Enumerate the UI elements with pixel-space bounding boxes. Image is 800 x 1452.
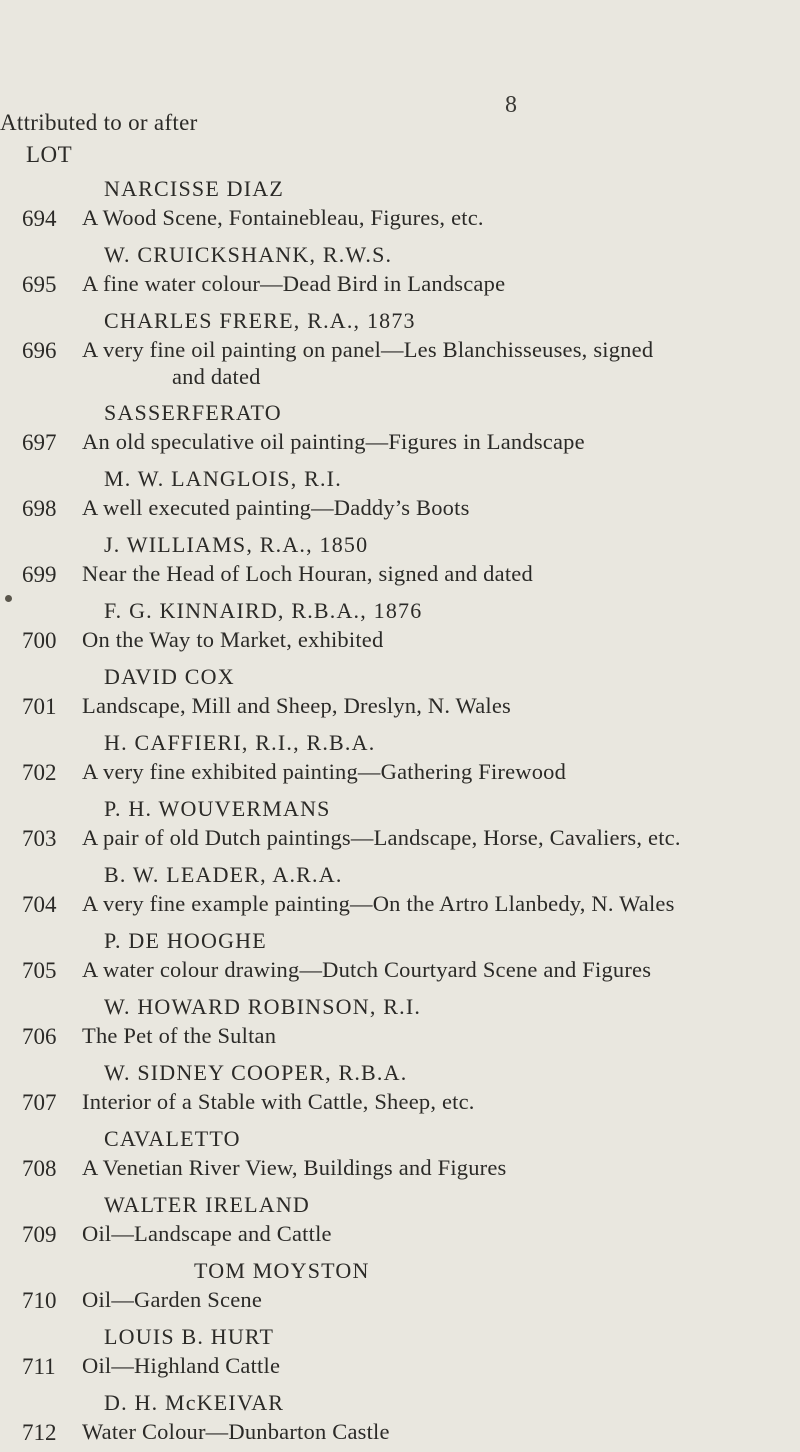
lot-description — [82, 758, 787, 785]
lot-number: 696 — [22, 338, 57, 363]
lot-number: 694 — [22, 206, 57, 231]
lot-description-text: A very fine example painting—On the Artro Llanbedy, N. Wales — [82, 891, 675, 916]
lot-number: 698 — [22, 496, 57, 521]
lot-description-text: A fine water colour—Dead Bird in Landscape — [82, 271, 506, 296]
lot-row — [0, 560, 800, 594]
lot-description-text: A Venetian River View, Buildings and Figures — [82, 1155, 507, 1180]
lot-description-text: A water colour drawing—Dutch Courtyard Scene and Figures — [82, 957, 652, 982]
artist-name: J. WILLIAMS, R.A., 1850 — [104, 532, 369, 557]
lot-row — [0, 1154, 800, 1188]
lot-number: 701 — [22, 694, 57, 719]
lot-row — [0, 1220, 800, 1254]
lot-number: 707 — [22, 1090, 57, 1115]
lot-number: 710 — [22, 1288, 57, 1313]
lot-entry — [0, 1254, 800, 1320]
artist-name: WALTER IRELAND — [104, 1192, 311, 1217]
lot-description-text: The Pet of the Sultan — [82, 1023, 277, 1048]
lot-row — [0, 1286, 800, 1320]
artist-name: SASSERFERATO — [104, 400, 282, 425]
page-number: 8 — [505, 92, 517, 118]
lot-entry — [0, 462, 800, 528]
lot-entry — [0, 858, 800, 924]
lot-number: 712 — [22, 1420, 57, 1445]
lot-entry — [0, 1320, 800, 1386]
lot-entry — [0, 1056, 800, 1122]
lot-description — [82, 270, 787, 297]
artist-name: P. H. WOUVERMANS — [104, 796, 331, 821]
lot-row — [0, 1022, 800, 1056]
lot-row — [0, 1352, 800, 1386]
lot-description — [82, 560, 787, 587]
lot-row — [0, 1418, 800, 1452]
lot-description — [82, 1418, 787, 1445]
lot-description — [82, 824, 787, 851]
lot-description-text: Interior of a Stable with Cattle, Sheep, etc. — [82, 1089, 475, 1114]
lot-description-text: A Wood Scene, Fontainebleau, Figures, etc. — [82, 205, 484, 230]
lot-row — [0, 758, 800, 792]
lot-description — [82, 204, 787, 231]
lot-number: 711 — [22, 1354, 56, 1379]
artist-name: W. CRUICKSHANK, R.W.S. — [104, 242, 393, 267]
artist-name: CHARLES FRERE, R.A., 1873 — [104, 308, 416, 333]
lot-number: 703 — [22, 826, 57, 851]
lot-description-text: On the Way to Market, exhibited — [82, 627, 384, 652]
lot-entry — [0, 1122, 800, 1188]
lot-row — [0, 890, 800, 924]
lot-description-continuation: and dated — [172, 364, 261, 389]
lot-description — [82, 692, 787, 719]
lot-row — [0, 428, 800, 462]
artist-name: CAVALETTO — [104, 1126, 241, 1151]
lot-row — [0, 626, 800, 660]
lot-entry — [0, 396, 800, 462]
lot-description — [82, 428, 787, 455]
lot-description-text: Oil—Landscape and Cattle — [82, 1221, 332, 1246]
lot-entry — [0, 924, 800, 990]
lot-entry — [0, 1386, 800, 1452]
lot-description-text: Landscape, Mill and Sheep, Dreslyn, N. Wales — [82, 693, 511, 718]
lot-entry — [0, 594, 800, 660]
lot-number: 704 — [22, 892, 57, 917]
lot-description-text: Oil—Highland Cattle — [82, 1353, 281, 1378]
lot-number: 702 — [22, 760, 57, 785]
lot-entry — [0, 660, 800, 726]
lot-entry — [0, 528, 800, 594]
lot-description-text: A very fine oil painting on panel—Les Blanchisseuses, signed — [82, 337, 654, 362]
lot-row — [0, 824, 800, 858]
lot-description — [82, 890, 787, 917]
lot-description — [82, 336, 787, 390]
artist-name: LOUIS B. HURT — [104, 1324, 275, 1349]
lot-number: 708 — [22, 1156, 57, 1181]
section-header: Attributed to or after — [0, 110, 198, 135]
artist-name: B. W. LEADER, A.R.A. — [104, 862, 343, 887]
lot-number: 700 — [22, 628, 57, 653]
lot-description — [82, 956, 787, 983]
lot-entry — [0, 990, 800, 1056]
lot-row — [0, 336, 800, 396]
lot-description-text: A very fine exhibited painting—Gathering Firewood — [82, 759, 567, 784]
lot-description-text: A pair of old Dutch paintings—Landscape, Horse, Cavaliers, etc. — [82, 825, 681, 850]
lot-row — [0, 270, 800, 304]
artist-name: F. G. KINNAIRD, R.B.A., 1876 — [104, 598, 423, 623]
lot-description — [82, 1220, 787, 1247]
artist-name: H. CAFFIERI, R.I., R.B.A. — [104, 730, 376, 755]
lot-description-text: Oil—Garden Scene — [82, 1287, 263, 1312]
lot-number: 699 — [22, 562, 57, 587]
artist-name: P. DE HOOGHE — [104, 928, 267, 953]
lot-description — [82, 1022, 787, 1049]
lot-description — [82, 1286, 787, 1313]
lot-entry — [0, 1188, 800, 1254]
lot-row — [0, 956, 800, 990]
lot-description-text: Water Colour—Dunbarton Castle — [82, 1419, 390, 1444]
lot-description — [82, 494, 787, 521]
lot-row — [0, 692, 800, 726]
lot-row — [0, 1088, 800, 1122]
artist-name: W. HOWARD ROBINSON, R.I. — [104, 994, 422, 1019]
lot-description-text: Near the Head of Loch Houran, signed and dated — [82, 561, 533, 586]
lot-row — [0, 494, 800, 528]
lot-number: 697 — [22, 430, 57, 455]
artist-name: M. W. LANGLOIS, R.I. — [104, 466, 342, 491]
lot-row — [0, 204, 800, 238]
artist-name: NARCISSE DIAZ — [104, 176, 284, 201]
lot-entry — [0, 304, 800, 396]
lot-description — [82, 1154, 787, 1181]
lot-entry — [0, 172, 800, 238]
lot-description-text: A well executed painting—Daddy’s Boots — [82, 495, 470, 520]
lot-column-label: LOT — [26, 142, 73, 167]
artist-name: D. H. McKEIVAR — [104, 1390, 285, 1415]
artist-name: TOM MOYSTON — [194, 1258, 370, 1283]
lot-number: 706 — [22, 1024, 57, 1049]
lot-entry — [0, 238, 800, 304]
lot-number: 695 — [22, 272, 57, 297]
artist-name: W. SIDNEY COOPER, R.B.A. — [104, 1060, 408, 1085]
artist-name: DAVID COX — [104, 664, 235, 689]
lot-number: 705 — [22, 958, 57, 983]
lot-entry — [0, 792, 800, 858]
lot-number: 709 — [22, 1222, 57, 1247]
lot-list — [0, 172, 800, 1452]
lot-description — [82, 1088, 787, 1115]
lot-entry — [0, 726, 800, 792]
lot-description — [82, 626, 787, 653]
lot-description — [82, 1352, 787, 1379]
lot-description-text: An old speculative oil painting—Figures in Landscape — [82, 429, 585, 454]
